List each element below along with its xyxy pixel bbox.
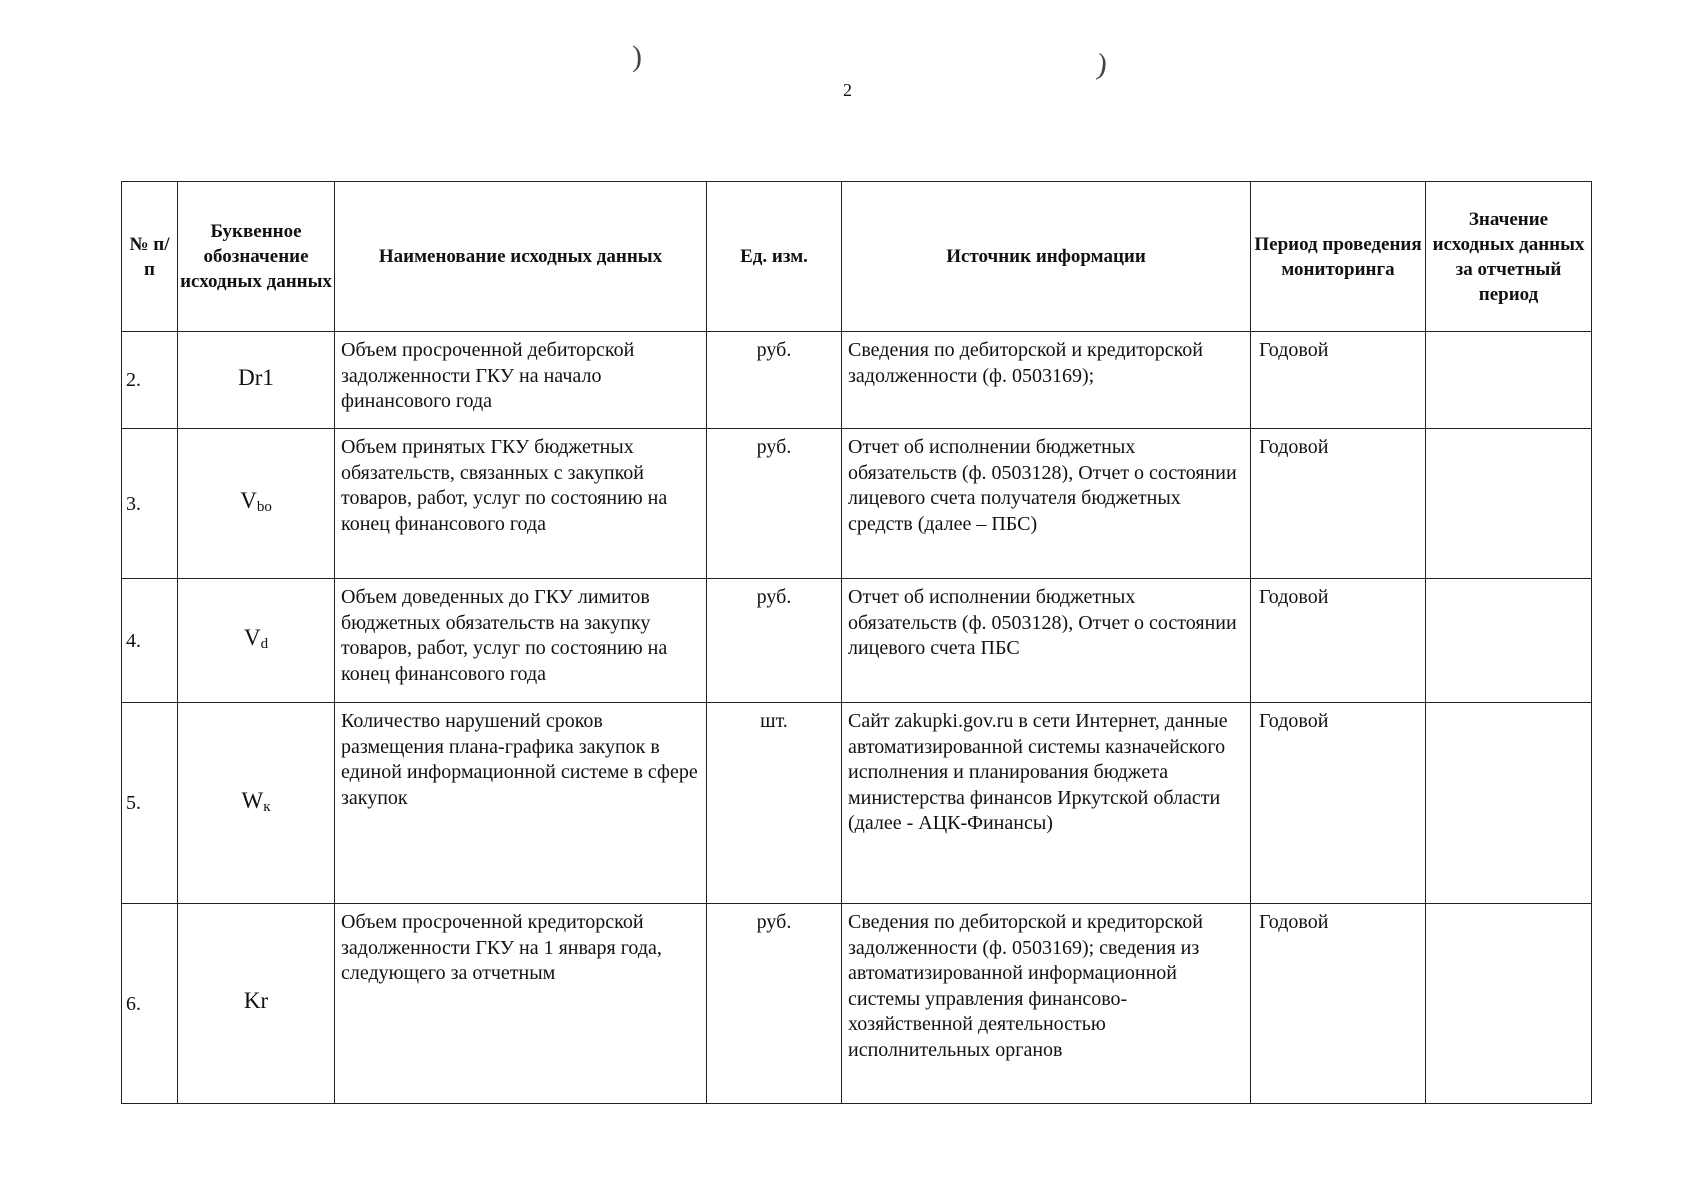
code-subscript: d: [260, 636, 269, 653]
source-data-table: [121, 181, 1592, 1104]
code-main: V: [240, 488, 257, 514]
row-number: 2.: [122, 332, 178, 429]
scan-mark: ): [632, 40, 642, 73]
header-number: № п/п: [122, 182, 178, 332]
row-value: [1426, 703, 1592, 904]
row-period: Годовой: [1251, 579, 1426, 703]
table-row: [122, 904, 1592, 1104]
row-value: [1426, 429, 1592, 579]
table-row: [122, 703, 1592, 904]
row-unit: руб.: [707, 429, 842, 579]
table-row: [122, 429, 1592, 579]
row-number: 5.: [122, 703, 178, 904]
code-subscript: к: [263, 798, 271, 815]
row-value: [1426, 579, 1592, 703]
table-row: [122, 579, 1592, 703]
code-subscript: bo: [256, 499, 272, 516]
row-letter-code: [178, 703, 335, 904]
row-number: 6.: [122, 904, 178, 1104]
table-header-row: [122, 182, 1592, 332]
row-number: 4.: [122, 579, 178, 703]
row-source: Отчет об исполнении бюджетных обязательств (ф. 0503128), Отчет о состоянии лицевого счета ПБС: [842, 579, 1251, 703]
header-period: Период проведения мониторинга: [1251, 182, 1426, 332]
row-source: Отчет об исполнении бюджетных обязательств (ф. 0503128), Отчет о состоянии лицевого счета получателя бюджетных средств (далее – ПБС): [842, 429, 1251, 579]
row-unit: руб.: [707, 904, 842, 1104]
row-letter-code: [178, 429, 335, 579]
row-data-name: Объем доведенных до ГКУ лимитов бюджетных обязательств на закупку товаров, работ, услуг по состоянию на конец финансового года: [335, 579, 707, 703]
row-letter-code: [178, 332, 335, 429]
table-row: [122, 332, 1592, 429]
row-data-name: Объем просроченной кредиторской задолженности ГКУ на 1 января года, следующего за отчетным: [335, 904, 707, 1104]
code-main: Kr: [243, 988, 269, 1014]
header-letter-code: Буквенное обозначение исходных данных: [178, 182, 335, 332]
row-value: [1426, 332, 1592, 429]
row-unit: руб.: [707, 579, 842, 703]
code-main: V: [243, 625, 261, 651]
row-data-name: Количество нарушений сроков размещения плана-графика закупок в единой информационной системе в сфере закупок: [335, 703, 707, 904]
page-number: 2: [843, 80, 852, 100]
row-period: Годовой: [1251, 429, 1426, 579]
row-data-name: Объем принятых ГКУ бюджетных обязательств, связанных с закупкой товаров, работ, услуг по состоянию на конец финансового года: [335, 429, 707, 579]
header-value: Значение исходных данных за отчетный период: [1426, 182, 1592, 332]
code-main: Dr1: [238, 364, 274, 390]
row-source: Сайт zakupki.gov.ru в сети Интернет, данные автоматизированной системы казначейского исполнения и планирования бюджета министерства финансов Иркутской области (далее - АЦК-Финансы): [842, 703, 1251, 904]
header-data-name: Наименование исходных данных: [335, 182, 707, 332]
row-period: Годовой: [1251, 904, 1426, 1104]
row-period: Годовой: [1251, 703, 1426, 904]
row-period: Годовой: [1251, 332, 1426, 429]
row-number: 3.: [122, 429, 178, 579]
header-source: Источник информации: [842, 182, 1251, 332]
row-source: Сведения по дебиторской и кредиторской задолженности (ф. 0503169);: [842, 332, 1251, 429]
row-letter-code: [178, 579, 335, 703]
row-source: Сведения по дебиторской и кредиторской задолженности (ф. 0503169); сведения из автоматизированной информационной системы управления финансово-хозяйственной деятельностью исполнительных органов: [842, 904, 1251, 1104]
scan-mark: ): [1094, 47, 1110, 82]
header-unit: Ед. изм.: [707, 182, 842, 332]
row-letter-code: [178, 904, 335, 1104]
row-data-name: Объем просроченной дебиторской задолженности ГКУ на начало финансового года: [335, 332, 707, 429]
row-unit: руб.: [707, 332, 842, 429]
code-main: W: [241, 787, 264, 813]
row-unit: шт.: [707, 703, 842, 904]
row-value: [1426, 904, 1592, 1104]
